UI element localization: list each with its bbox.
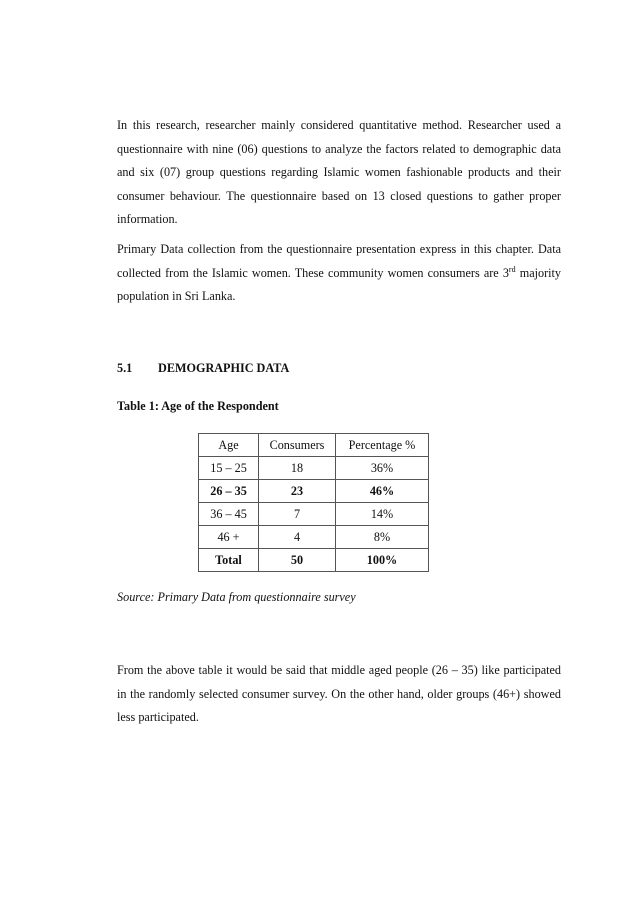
section-title: DEMOGRAPHIC DATA (158, 361, 290, 375)
table-header-row (199, 434, 429, 457)
ordinal-suffix: rd (508, 264, 516, 274)
table-row (199, 480, 429, 503)
intro-paragraph: In this research, researcher mainly considered quantitative method. Researcher used a questionnaire with nine (06) questions to analyze the factors related to demographic data and six (07) group questions regarding Islamic women fashionable products and their consumer behaviour. The questionnaire based on 13 closed questions to gather proper information. (117, 118, 561, 226)
consumers-cell: 7 (259, 503, 336, 526)
table-total-row (199, 549, 429, 572)
consumers-cell: 50 (259, 549, 336, 572)
percentage-cell: 36% (336, 457, 429, 480)
consumers-cell: 18 (259, 457, 336, 480)
table-row (199, 526, 429, 549)
analysis-paragraph: From the above table it would be said that middle aged people (26 – 35) like participated in the randomly selected consumer survey. On the other hand, older groups (46+) showed less participated. (117, 663, 561, 724)
age-cell: 26 – 35 (199, 480, 259, 503)
table-row (199, 457, 429, 480)
table-row (199, 503, 429, 526)
table-source: Source: Primary Data from questionnaire survey (117, 590, 356, 604)
age-cell: Total (199, 549, 259, 572)
percentage-cell: 14% (336, 503, 429, 526)
percentage-cell: 46% (336, 480, 429, 503)
percentage-cell: 8% (336, 526, 429, 549)
section-heading (117, 361, 289, 376)
consumers-cell: 23 (259, 480, 336, 503)
table-caption: Table 1: Age of the Respondent (117, 399, 279, 413)
consumers-cell: 4 (259, 526, 336, 549)
data-collection-text-end: majority population in Sri Lanka. (117, 265, 562, 303)
age-cell: 15 – 25 (199, 457, 259, 480)
age-cell: 46 + (199, 526, 259, 549)
header-consumers: Consumers (259, 434, 336, 457)
age-table (198, 433, 429, 572)
data-collection-paragraph (117, 238, 561, 309)
header-age: Age (199, 434, 259, 457)
header-percentage: Percentage % (336, 434, 429, 457)
age-cell: 36 – 45 (199, 503, 259, 526)
data-collection-text: Primary Data collection from the questionnaire presentation express in this chapter. Data collected from the Islamic women. These community women consumers are 3 (117, 242, 561, 280)
section-number: 5.1 (117, 361, 133, 375)
percentage-cell: 100% (336, 549, 429, 572)
